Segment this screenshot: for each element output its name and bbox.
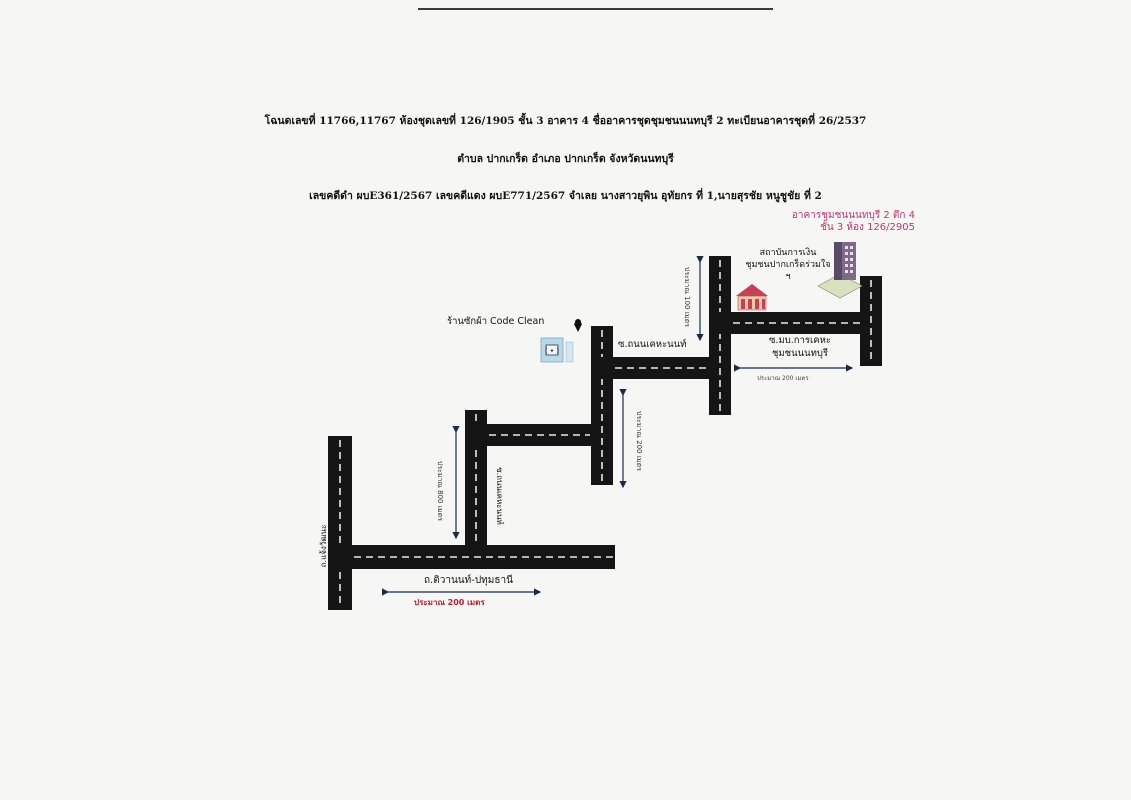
laundry-label: ร้านซักผ้า Code Clean bbox=[447, 316, 545, 327]
soi-kheha-label bbox=[745, 334, 855, 360]
bank-building-icon bbox=[736, 284, 768, 310]
soi-vertical-label: ซ.ถนนเคหะนนท์ bbox=[495, 467, 504, 525]
road-chaengwattana bbox=[328, 436, 352, 610]
soi-thanon-kheha-label: ซ.ถนนเคหะนนท์ bbox=[618, 339, 687, 350]
bank-label bbox=[733, 247, 843, 283]
bank-label-line-3: ฯ bbox=[785, 272, 791, 282]
bank-label-line-2: ชุมชนปากเกร็ดร่วมใจ bbox=[745, 260, 831, 270]
distance-mid-vertical-label: ประมาณ 800 เมตร bbox=[436, 460, 444, 522]
distance-top-vertical-label: ประมาณ 100 เมตร bbox=[683, 266, 691, 328]
building-label-line-2: ชั้น 3 ห้อง 126/2905 bbox=[820, 222, 915, 233]
distance-arrows bbox=[388, 262, 852, 592]
bank-label-line-1: สถาบันการเงิน bbox=[759, 248, 817, 258]
distance-bottom-label: ประมาณ 200 เมตร bbox=[414, 598, 485, 607]
header-line-2: ตำบล ปากเกร็ด อำเภอ ปากเกร็ด จังหวัดนนทบุรี bbox=[457, 153, 674, 165]
roads bbox=[328, 256, 882, 610]
soi-kheha-label-line-2: ชุมชนนนทบุรี bbox=[771, 348, 829, 359]
building-label bbox=[725, 210, 915, 234]
road-tiwanon-label: ถ.ติวานนท์-ปทุมธานี bbox=[424, 575, 513, 586]
laundry-shop-icon bbox=[541, 338, 573, 362]
header-line-1: โฉนดเลขที่ 11766,11767 ห้องชุดเลขที่ 126/1905 ชั้น 3 อาคาร 4 ชื่ออาคารชุดชุมชนนนทบุรี 2 ทะเบียนอาคารชุดที่ 26/2537 bbox=[264, 115, 867, 127]
pin-icon bbox=[574, 319, 582, 332]
distance-upper-vertical-label: ประมาณ 200 เมตร bbox=[635, 410, 643, 472]
road-chaengwattana-label: ถ.แจ้งวัฒนะ bbox=[319, 524, 328, 568]
building-label-line-1: อาคารชุมชนนนทบุรี 2 ตึก 4 bbox=[791, 210, 915, 221]
soi-kheha-label-line-1: ซ.มบ.การเคหะ bbox=[769, 335, 831, 346]
svg-text:( • ): ( • ) bbox=[544, 347, 560, 355]
header-line-3: เลขคดีดำ ผบE361/2567 เลขคดีแดง ผบE771/2567 จำเลย นางสาวยุพิน อุทัยกร ที่ 1,นายสุรชัย หนูชูชัย ที่ 2 bbox=[309, 190, 822, 202]
distance-right-label: ประมาณ 200 เมตร bbox=[757, 375, 809, 382]
